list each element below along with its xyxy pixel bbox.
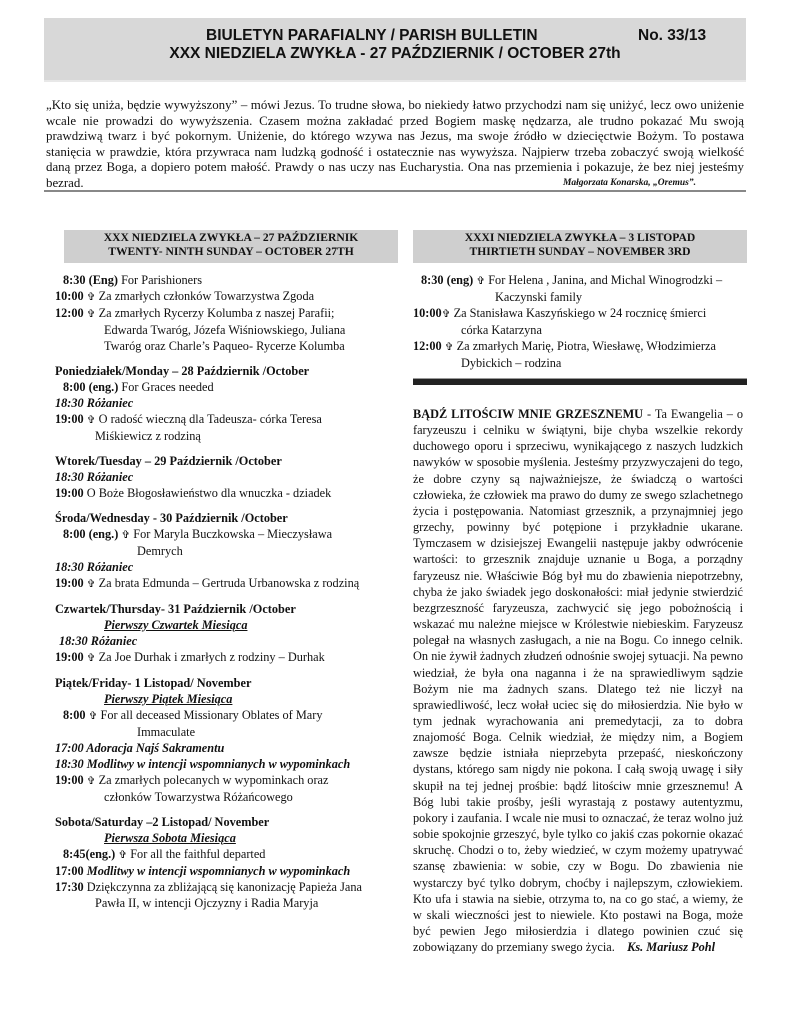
bulletin-title: BIULETYN PARAFIALNY / PARISH BULLETIN: [206, 27, 538, 44]
next-sunday-schedule: [413, 272, 753, 371]
mass-entry-continued: Demrych: [137, 544, 183, 558]
reflection-article: [413, 406, 743, 955]
left-header-line2: TWENTY- NINTH SUNDAY – OCTOBER 27TH: [108, 245, 354, 258]
cross-icon: ✞: [86, 308, 96, 320]
mass-entry: 8:00 (eng.) For Graces needed: [63, 380, 214, 394]
rosary-entry: 18:30 Różaniec: [55, 396, 134, 410]
divider: [413, 378, 747, 385]
divider: [44, 190, 746, 192]
cross-icon: ✞: [88, 710, 98, 722]
bulletin-number: No. 33/13: [638, 27, 707, 44]
mass-entry-continued: członków Towarzystwa Różańcowego: [104, 790, 293, 804]
day-heading-thursday: Czwartek/Thursday- 31 Październik /October: [55, 602, 296, 616]
mass-entry-continued: Miśkiewicz z rodziną: [95, 429, 201, 443]
cross-icon: ✞: [476, 275, 486, 287]
right-header-line2: THIRTIETH SUNDAY – NOVEMBER 3RD: [469, 245, 691, 258]
mass-entry: 10:00 ✞ Za zmarłych członków Towarzystwa Zgoda: [55, 289, 315, 303]
mass-entry: 17:30 Dziękczynna za zbliżającą się kanonizację Papieża Jana: [55, 880, 362, 894]
article-title: BĄDŹ LITOŚCIW MNIE GRZESZNEMU: [413, 407, 644, 421]
cross-icon: ✞: [86, 578, 96, 590]
mass-entry-continued: córka Katarzyna: [461, 323, 542, 337]
quote-text: „Kto się uniża, będzie wywyższony” – mówi Jezus. To trudne słowa, bo niekiedy łatwo przychodzi nam się uniżyć, lecz owo uniżenie wcale nie prowadzi do wywyższenia. Czasem można zakładać przed Bogiem maskę nędzarza, ale trudno pokazać Mu swoją prawdziwą twarz i być pokornym. Uniżenie, do którego wzywa nas Jezus, ma swoje źródło w dziecięctwie Bożym. To postawa stanięcia w prawdzie, która przywraca nam ludzką godność i ostatecznie nas wywyższa. Najpierw trzeba zobaczyć swoją wielkość daną przez Boga, a dopiero potem małość. Prawdy o nas uczy nas Eucharystia. Ona nas przemienia i pokazuje, że bez niej jesteśmy bezrad.: [46, 98, 744, 190]
mass-entry-continued: Kaczynski family: [495, 290, 583, 304]
bulletin-header: [44, 18, 746, 82]
article-body: - Ta Ewangelia – o faryzeuszu i celniku w świątyni, bije chyba wszelkie rekordy duchowego oporu i sprzeciwu, wynikającego z naszych ludzkich nawyków w sposobie myślenia. Jesteśmy przyzwyczajeni do tego, że dobre czyny są najważniejsze, że świadczą o wartości człowieka, że człowiek ma prawo do dumy ze swego szlachetnego życia i postępowania. Natomiast grzesznik, a przynajmniej jego grzechy, powinny być potępione i przykładnie ukarane. Tymczasem w dzisiejszej Ewangelii następuje jakby odwrócenie wartości: to grzesznik znajduje uznanie u Boga, a porządny faryzeusz nie. Właściwie Bóg był mu do zbawienia niepotrzebny, chyba że jako świadek jego doskonałości: miał jedynie stwierdzić bezgrzeszność faryzeusza, zachwycić się jego pobożnością i wskazać mu należne miejsce w Królestwie niebieskim. Faryzeusz polegał na własnych zasługach, a nie na Bogu. Co innego celnik. On nie żywił żadnych złudzeń odnośnie swojej sytuacji. Na pewno wiedział, że była ona naganna i że na sprawiedliwym sądzie Bożym nie ma żadnych szans. Dlatego też nie liczył na sprawiedliwość, lecz wołał uciec się do miłosierdzia. Nie było w tym jednak wyrachowania ani premedytacji, za to dobra znajomość Boga. Celnik wiedział, że między nim, a Bogiem zawsze będzie istniała nieprzebyta przepaść, nieskończony dystans, którego sam nigdy nie pokona. I całą swoją uwagę i siły skupił na tej jednej prośbie: bądź litościw mnie grzesznemu! A Bóg lubi takie prośby, jeśli wyrastają z postawy autentyzmu, pokory i zaufania. I wcale nie musi to oznaczać, że teraz wolno już sobie spokojnie grzeszyć, byle tylko co jakiś czas pokornie okazać skruchę. Chodzi o to, żeby wiedzieć, w czym możemy upatrywać szansę zbawienia: w sobie, czy w Bogu. Do zbawienia nie wystarczy być tylko dobrym, choćby i najlepszym, człowiekiem. Kto ufa i stawia na siebie, otrzyma to, na co go stać, a wiemy, że w skali wieczności jest to niewiele. Kto postawi na Boga, może być pewien Jego miłosierdzia i dlatego powinien czuć się zobowiązany do przemiany swego życia.: [413, 407, 744, 955]
cross-icon: ✞: [441, 308, 451, 320]
mass-entry: 8:30 (Eng) For Parishioners: [63, 273, 203, 287]
cross-icon: ✞: [121, 529, 131, 541]
rosary-entry: 18:30 Różaniec: [55, 470, 134, 484]
day-heading-wednesday: Środa/Wednesday - 30 Październik /October: [55, 511, 288, 525]
mass-entry: 8:45(eng.) ✞ For all the faithful departed: [63, 847, 266, 861]
cross-icon: ✞: [86, 775, 96, 787]
cross-icon: ✞: [444, 341, 454, 353]
day-heading-tuesday: Wtorek/Tuesday – 29 Październik /October: [55, 454, 282, 468]
left-header-line1: XXX NIEDZIELA ZWYKŁA – 27 PAŹDZIERNIK: [103, 231, 359, 244]
left-column-header: [64, 230, 398, 263]
mass-entry: 10:00✞ Za Stanisława Kaszyńskiego w 24 rocznicę śmierci: [413, 306, 707, 320]
rosary-entry: 18:30 Różaniec: [59, 634, 138, 648]
day-heading-saturday: Sobota/Saturday –2 Listopad/ November: [55, 815, 270, 829]
mass-entry: 19:00 ✞ O radość wieczną dla Tadeusza- córka Teresa: [55, 412, 322, 426]
mass-entry: 19:00 O Boże Błogosławieństwo dla wnuczka - dziadek: [55, 486, 332, 500]
mass-entry: 8:30 (eng) ✞ For Helena , Janina, and Michal Winogrodzki –: [421, 273, 723, 287]
cross-icon: ✞: [86, 414, 96, 426]
mass-entry: 8:00 (eng.) ✞ For Maryla Buczkowska – Mieczysława: [63, 527, 333, 541]
mass-schedule: [55, 272, 400, 911]
mass-entry: 12:00 ✞ Za zmarłych Rycerzy Kolumba z naszej Parafii;: [55, 306, 335, 320]
quote-credit: Małgorzata Konarska, „Oremus”.: [562, 177, 696, 188]
adoration-entry: 17:00 Adoracja Najś Sakramentu: [55, 741, 225, 755]
prayers-entry: 17:00 Modlitwy w intencji wspomnianych w wypominkach: [55, 864, 351, 878]
mass-entry-continued: Pawła II, w intencji Ojczyzny i Radia Maryja: [95, 896, 319, 910]
bulletin-subtitle: XXX NIEDZIELA ZWYKŁA - 27 PAŹDZIERNIK / OCTOBER 27th: [169, 45, 621, 62]
special-day-label: Pierwszy Piątek Miesiąca: [104, 692, 233, 706]
special-day-label: Pierwsza Sobota Miesiąca: [104, 831, 236, 845]
mass-entry: 8:00 ✞ For all deceased Missionary Oblates of Mary: [63, 708, 323, 722]
right-header-line1: XXXI NIEDZIELA ZWYKŁA – 3 LISTOPAD: [464, 231, 696, 244]
day-heading-monday: Poniedziałek/Monday – 28 Październik /October: [55, 364, 310, 378]
mass-entry: 19:00 ✞ Za brata Edmunda – Gertruda Urbanowska z rodziną: [55, 576, 360, 590]
right-column-header: [413, 230, 747, 263]
cross-icon: ✞: [86, 652, 96, 664]
mass-entry: 19:00 ✞ Za zmarłych polecanych w wypominkach oraz: [55, 773, 329, 787]
mass-entry: 19:00 ✞ Za Joe Durhak i zmarłych z rodziny – Durhak: [55, 650, 325, 664]
opening-quote: [46, 98, 744, 192]
prayers-entry: 18:30 Modlitwy w intencji wspomnianych w wypominkach: [55, 757, 351, 771]
rosary-entry: 18:30 Różaniec: [55, 560, 134, 574]
mass-entry-continued: Immaculate: [137, 725, 196, 739]
mass-entry-continued: Dybickich – rodzina: [461, 356, 562, 370]
mass-entry-continued: Edwarda Twaróg, Józefa Wiśniowskiego, Juliana: [104, 323, 346, 337]
mass-entry-continued: Twaróg oraz Charle’s Paqueo- Rycerze Kolumba: [104, 339, 345, 353]
special-day-label: Pierwszy Czwartek Miesiąca: [104, 618, 248, 632]
cross-icon: ✞: [86, 291, 96, 303]
mass-entry: 12:00 ✞ Za zmarłych Marię, Piotra, Wiesławę, Włodzimierza: [413, 339, 716, 353]
cross-icon: ✞: [118, 849, 128, 861]
article-signature: Ks. Mariusz Pohl: [627, 940, 715, 955]
day-heading-friday: Piątek/Friday- 1 Listopad/ November: [55, 676, 252, 690]
